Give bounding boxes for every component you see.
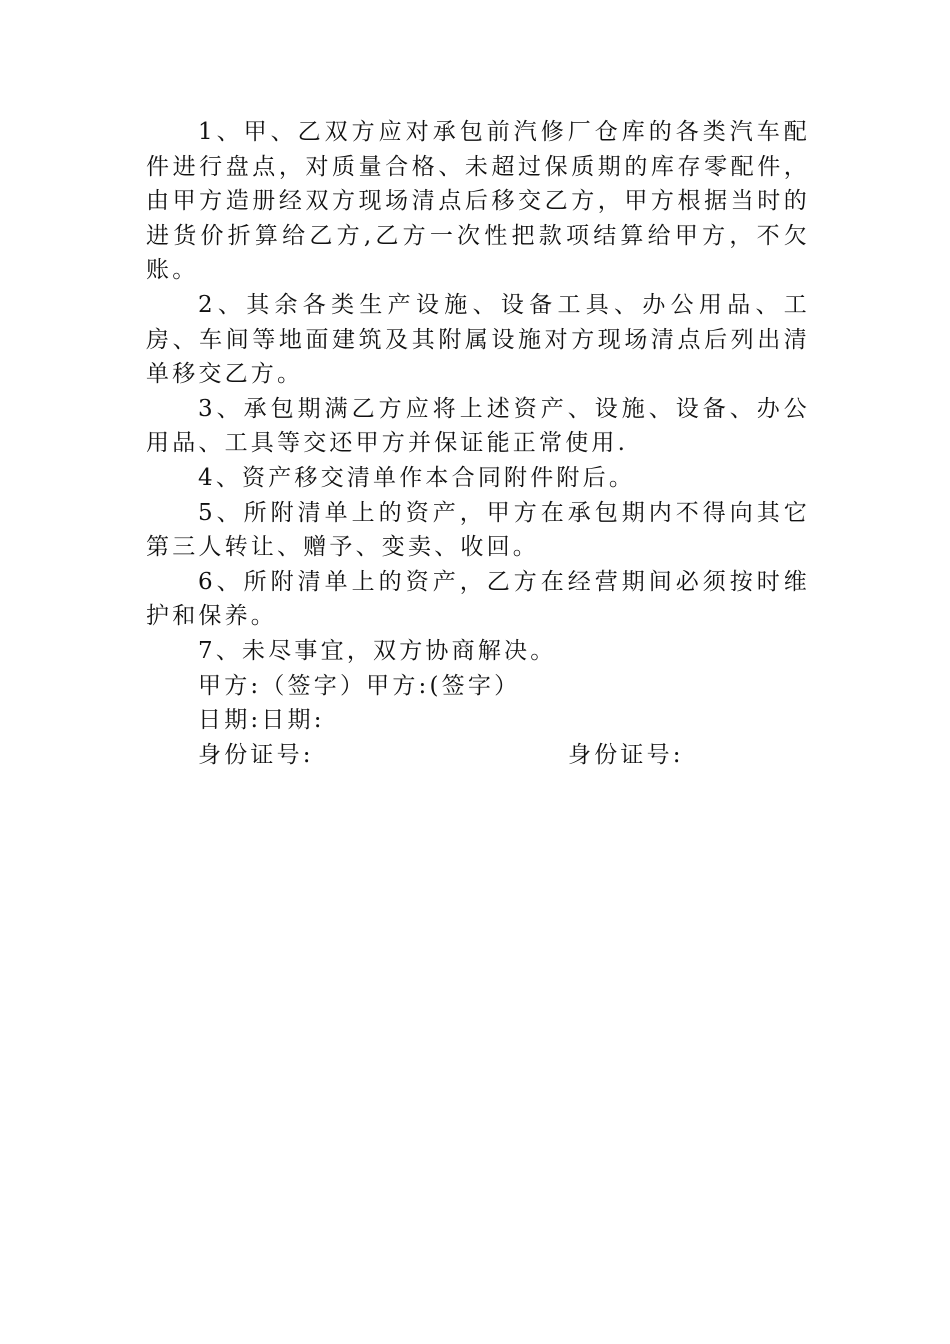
clause-2: 2、其余各类生产设施、设备工具、办公用品、工房、车间等地面建筑及其附属设施对方现场清点后列出清单移交乙方。	[146, 291, 810, 388]
clause-1: 1、甲、乙双方应对承包前汽修厂仓库的各类汽车配件进行盘点，对质量合格、未超过保质期的库存零配件，由甲方造册经双方现场清点后移交乙方，甲方根据当时的进货价折算给乙方,乙方一次性把款项结算给甲方，不欠账。	[146, 119, 810, 284]
clause-4: 4、资产移交清单作本合同附件附后。	[198, 464, 636, 491]
id-number-left: 身份证号:	[198, 741, 314, 768]
clause-6: 6、所附清单上的资产，乙方在经营期间必须按时维护和保养。	[146, 568, 810, 630]
contract-body	[146, 115, 810, 772]
clause-5: 5、所附清单上的资产，甲方在承包期内不得向其它第三人转让、赠予、变卖、收回。	[146, 499, 810, 561]
id-number-line	[146, 738, 810, 773]
signature-line: 甲方:（签字）甲方:(签字）	[198, 672, 521, 699]
date-line: 日期:日期:	[198, 707, 325, 734]
clause-3: 3、承包期满乙方应将上述资产、设施、设备、办公用品、工具等交还甲方并保证能正常使用.	[146, 395, 810, 457]
id-number-right: 身份证号:	[568, 741, 684, 768]
clause-7: 7、未尽事宜，双方协商解决。	[198, 637, 557, 664]
